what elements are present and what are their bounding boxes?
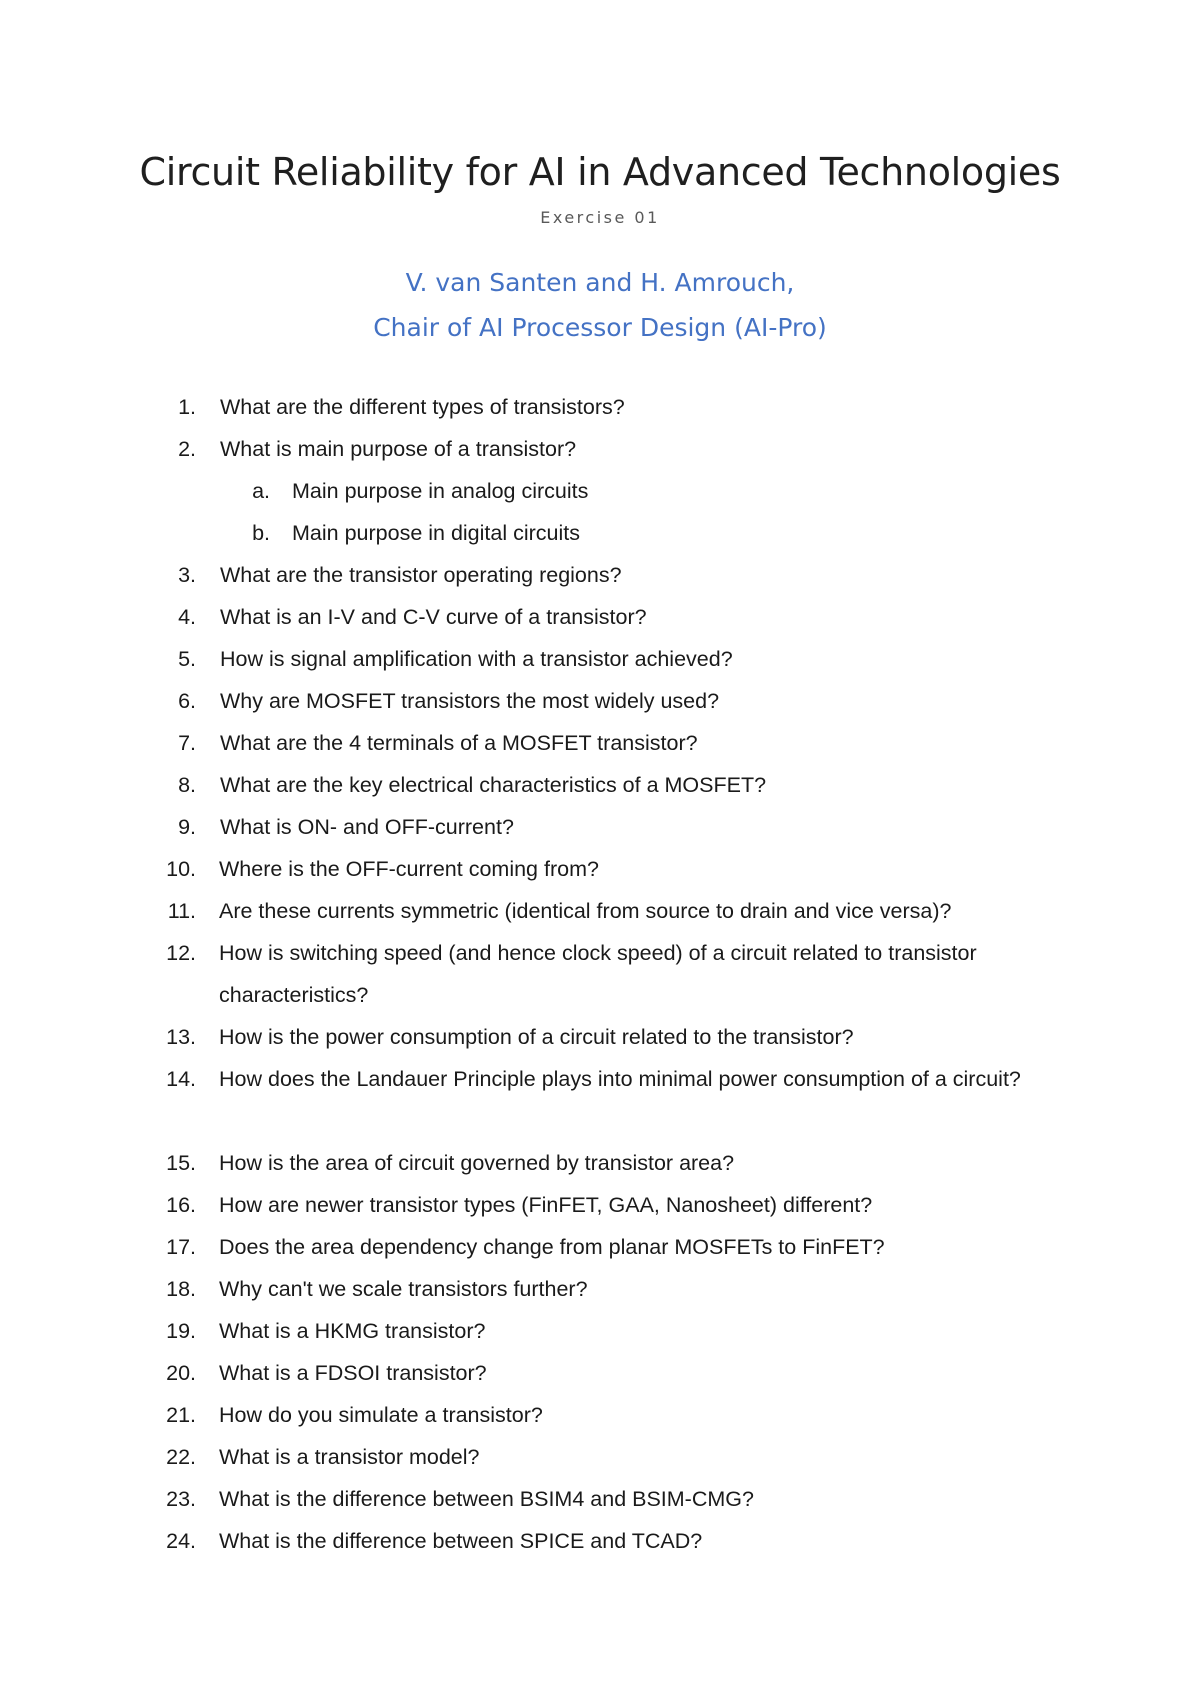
- item-number: 21.: [166, 1403, 196, 1427]
- item-number: 18.: [166, 1277, 196, 1301]
- item-number: 22.: [166, 1445, 196, 1469]
- item-text: What are the transistor operating regions?: [220, 563, 622, 587]
- item-number: 13.: [166, 1025, 196, 1049]
- item-text: What are the different types of transistors?: [220, 395, 625, 419]
- item-text: What is an I-V and C-V curve of a transistor?: [220, 605, 647, 629]
- item-number: 16.: [166, 1193, 196, 1217]
- item-text: What is main purpose of a transistor?: [220, 437, 577, 461]
- item-text: What are the key electrical characteristics of a MOSFET?: [220, 773, 767, 797]
- item-text: Where is the OFF-current coming from?: [219, 857, 599, 881]
- item-text: How do you simulate a transistor?: [219, 1403, 543, 1427]
- list-item: [0, 596, 1200, 638]
- item-number: 12.: [166, 941, 196, 965]
- item-number: 8.: [178, 773, 196, 797]
- list-item: [0, 806, 1200, 848]
- item-number: 19.: [166, 1319, 196, 1343]
- item-text: Main purpose in digital circuits: [292, 521, 580, 545]
- item-number: 15.: [166, 1151, 196, 1175]
- item-text: How does the Landauer Principle plays into minimal power consumption of a circuit?: [219, 1067, 1021, 1091]
- list-item: [0, 1268, 1200, 1310]
- item-text: What are the 4 terminals of a MOSFET transistor?: [220, 731, 698, 755]
- list-item: [0, 848, 1200, 890]
- list-item: [0, 1478, 1200, 1520]
- list-item: [0, 680, 1200, 722]
- item-number: 23.: [166, 1487, 196, 1511]
- item-text: What is a HKMG transistor?: [219, 1319, 486, 1343]
- item-number: 10.: [166, 857, 196, 881]
- item-number: 11.: [167, 899, 196, 923]
- authors-block: [0, 260, 1200, 350]
- list-item: [0, 386, 1200, 428]
- document-subtitle: Exercise 01: [540, 208, 660, 227]
- list-item: [0, 764, 1200, 806]
- item-text: How is switching speed (and hence clock speed) of a circuit related to transistor characteristics?: [219, 941, 977, 1007]
- item-number: 4.: [178, 605, 196, 629]
- item-number: 7.: [178, 731, 196, 755]
- item-number: 20.: [166, 1361, 196, 1385]
- list-item: [0, 1310, 1200, 1352]
- list-item: [0, 1226, 1200, 1268]
- item-number: 5.: [178, 647, 196, 671]
- item-number: 17.: [166, 1235, 196, 1259]
- item-text: What is the difference between SPICE and TCAD?: [219, 1529, 703, 1553]
- question-list: [0, 386, 1200, 1562]
- item-text: Main purpose in analog circuits: [292, 479, 589, 503]
- list-item: [0, 638, 1200, 680]
- list-item: [0, 722, 1200, 764]
- item-text: Are these currents symmetric (identical from source to drain and vice versa)?: [219, 899, 952, 923]
- item-text: Why can't we scale transistors further?: [219, 1277, 588, 1301]
- authors-affiliation: Chair of AI Processor Design (AI-Pro): [373, 313, 827, 342]
- item-number: 2.: [178, 437, 196, 461]
- item-text: What is a FDSOI transistor?: [219, 1361, 487, 1385]
- item-number: 14.: [166, 1067, 196, 1091]
- item-number: 1.: [178, 395, 196, 419]
- item-number: 6.: [178, 689, 196, 713]
- item-number: a.: [252, 479, 270, 503]
- authors-names: V. van Santen and H. Amrouch,: [405, 268, 795, 297]
- list-item: [0, 428, 1200, 470]
- item-text: What is a transistor model?: [219, 1445, 480, 1469]
- list-item: [0, 890, 1200, 932]
- item-number: 24.: [166, 1529, 196, 1553]
- list-item: [0, 1394, 1200, 1436]
- list-item: [0, 1520, 1200, 1562]
- item-text: What is ON- and OFF-current?: [220, 815, 514, 839]
- list-item: [0, 1016, 1200, 1058]
- item-text: How is the area of circuit governed by transistor area?: [219, 1151, 735, 1175]
- list-item: [0, 1352, 1200, 1394]
- document-title: Circuit Reliability for AI in Advanced Technologies: [139, 150, 1061, 194]
- item-number: b.: [252, 521, 270, 545]
- item-number: 3.: [178, 563, 196, 587]
- sub-list-item: [0, 512, 1200, 554]
- list-item: [0, 554, 1200, 596]
- item-text: How is signal amplification with a transistor achieved?: [220, 647, 733, 671]
- item-text: Does the area dependency change from planar MOSFETs to FinFET?: [219, 1235, 885, 1259]
- item-number: 9.: [178, 815, 196, 839]
- list-item: [0, 1058, 1200, 1142]
- list-item: [0, 1436, 1200, 1478]
- list-item: [0, 932, 1200, 1016]
- item-text: Why are MOSFET transistors the most widely used?: [220, 689, 720, 713]
- item-text: How is the power consumption of a circuit related to the transistor?: [219, 1025, 854, 1049]
- sub-list-item: [0, 470, 1200, 512]
- list-item: [0, 1184, 1200, 1226]
- list-item: [0, 1142, 1200, 1184]
- item-text: How are newer transistor types (FinFET, GAA, Nanosheet) different?: [219, 1193, 873, 1217]
- item-text: What is the difference between BSIM4 and BSIM-CMG?: [219, 1487, 754, 1511]
